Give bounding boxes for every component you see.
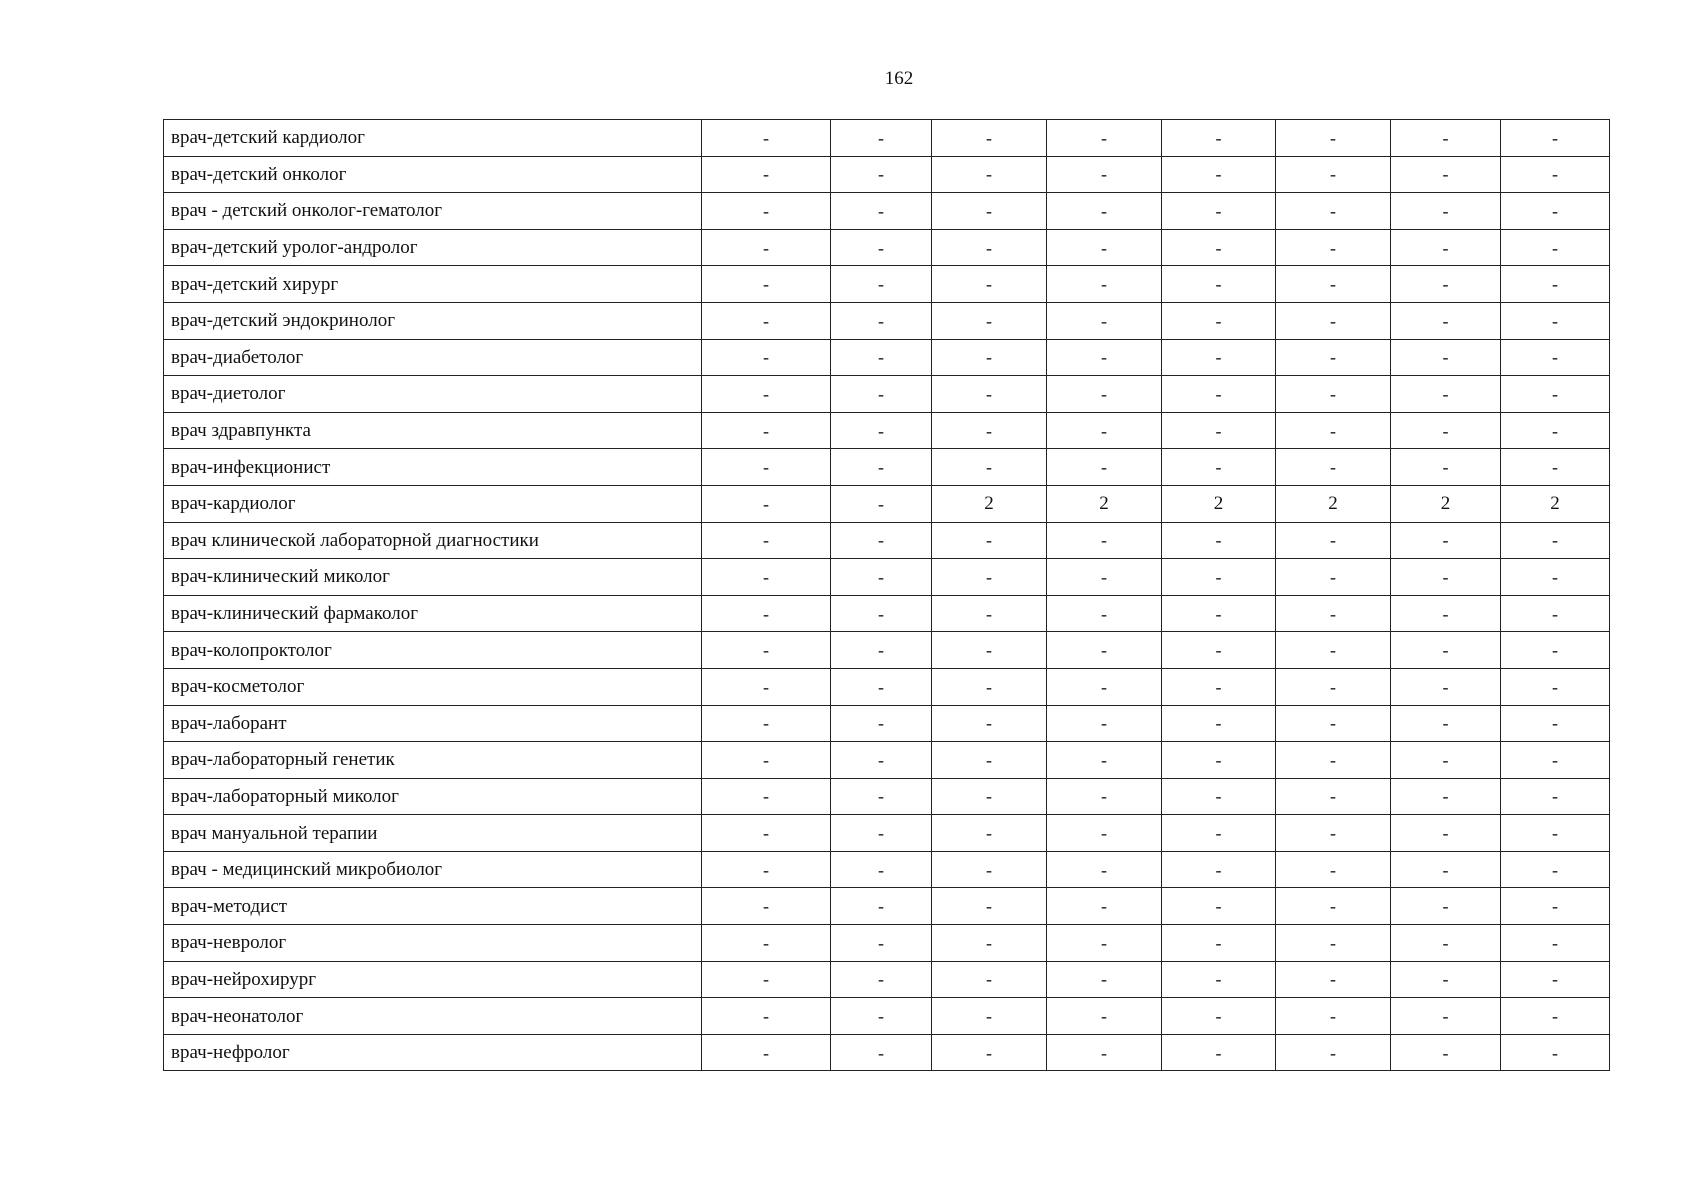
value-cell: - bbox=[932, 229, 1047, 266]
value-cell: 2 bbox=[932, 485, 1047, 522]
value-cell: - bbox=[1391, 595, 1501, 632]
value-cell: - bbox=[932, 925, 1047, 962]
value-cell: - bbox=[1501, 705, 1610, 742]
value-cell: - bbox=[831, 376, 932, 413]
value-cell: - bbox=[1276, 229, 1391, 266]
value-cell: - bbox=[1276, 961, 1391, 998]
value-cell: - bbox=[932, 449, 1047, 486]
value-cell: - bbox=[932, 998, 1047, 1035]
value-cell: - bbox=[1047, 668, 1162, 705]
value-cell: - bbox=[702, 888, 831, 925]
value-cell: - bbox=[1162, 851, 1276, 888]
value-cell: - bbox=[831, 961, 932, 998]
value-cell: - bbox=[1162, 888, 1276, 925]
value-cell: - bbox=[1276, 851, 1391, 888]
value-cell: - bbox=[1501, 449, 1610, 486]
table-row bbox=[164, 742, 1610, 779]
value-cell: - bbox=[1276, 925, 1391, 962]
value-cell: - bbox=[702, 156, 831, 193]
value-cell: - bbox=[1391, 815, 1501, 852]
specialty-name-cell: врач - медицинский микробиолог bbox=[164, 851, 702, 888]
value-cell: - bbox=[1501, 120, 1610, 157]
value-cell: - bbox=[932, 339, 1047, 376]
specialty-name-cell: врач-лабораторный миколог bbox=[164, 778, 702, 815]
value-cell: - bbox=[1391, 266, 1501, 303]
value-cell: - bbox=[1047, 851, 1162, 888]
value-cell: - bbox=[1501, 266, 1610, 303]
value-cell: - bbox=[702, 705, 831, 742]
specialty-name-cell: врач - детский онколог-гематолог bbox=[164, 193, 702, 230]
specialty-name-cell: врач-лабораторный генетик bbox=[164, 742, 702, 779]
value-cell: - bbox=[1162, 522, 1276, 559]
value-cell: - bbox=[932, 668, 1047, 705]
value-cell: - bbox=[1501, 961, 1610, 998]
value-cell: - bbox=[1047, 156, 1162, 193]
table-body bbox=[164, 120, 1610, 1071]
value-cell: - bbox=[932, 156, 1047, 193]
value-cell: - bbox=[1047, 595, 1162, 632]
specialty-name-cell: врач-детский онколог bbox=[164, 156, 702, 193]
value-cell: - bbox=[932, 778, 1047, 815]
value-cell: - bbox=[1501, 229, 1610, 266]
value-cell: - bbox=[831, 266, 932, 303]
value-cell: - bbox=[831, 851, 932, 888]
value-cell: - bbox=[702, 998, 831, 1035]
value-cell: - bbox=[1391, 522, 1501, 559]
value-cell: - bbox=[1391, 339, 1501, 376]
value-cell: - bbox=[932, 961, 1047, 998]
table-row bbox=[164, 156, 1610, 193]
value-cell: - bbox=[831, 339, 932, 376]
specialty-name-cell: врач мануальной терапии bbox=[164, 815, 702, 852]
value-cell: 2 bbox=[1276, 485, 1391, 522]
value-cell: - bbox=[1276, 156, 1391, 193]
table-row bbox=[164, 339, 1610, 376]
value-cell: - bbox=[1047, 120, 1162, 157]
value-cell: - bbox=[1501, 1034, 1610, 1071]
value-cell: - bbox=[1276, 559, 1391, 596]
value-cell: - bbox=[932, 376, 1047, 413]
value-cell: - bbox=[702, 339, 831, 376]
value-cell: - bbox=[932, 815, 1047, 852]
value-cell: - bbox=[1391, 705, 1501, 742]
specialty-name-cell: врач-неонатолог bbox=[164, 998, 702, 1035]
value-cell: - bbox=[1501, 559, 1610, 596]
table-row bbox=[164, 998, 1610, 1035]
value-cell: - bbox=[702, 449, 831, 486]
value-cell: - bbox=[1501, 156, 1610, 193]
value-cell: - bbox=[702, 559, 831, 596]
specialty-name-cell: врач-невролог bbox=[164, 925, 702, 962]
value-cell: - bbox=[1047, 1034, 1162, 1071]
value-cell: - bbox=[932, 266, 1047, 303]
value-cell: - bbox=[831, 156, 932, 193]
table-row bbox=[164, 302, 1610, 339]
value-cell: - bbox=[1276, 266, 1391, 303]
value-cell: - bbox=[1047, 449, 1162, 486]
value-cell: 2 bbox=[1501, 485, 1610, 522]
value-cell: - bbox=[1391, 1034, 1501, 1071]
value-cell: - bbox=[831, 522, 932, 559]
value-cell: - bbox=[1162, 449, 1276, 486]
value-cell: - bbox=[1391, 449, 1501, 486]
value-cell: - bbox=[1276, 522, 1391, 559]
value-cell: - bbox=[932, 559, 1047, 596]
value-cell: - bbox=[1391, 851, 1501, 888]
value-cell: - bbox=[1391, 559, 1501, 596]
value-cell: - bbox=[831, 229, 932, 266]
table-row bbox=[164, 595, 1610, 632]
value-cell: - bbox=[831, 412, 932, 449]
value-cell: - bbox=[1162, 632, 1276, 669]
value-cell: - bbox=[1047, 815, 1162, 852]
value-cell: - bbox=[1162, 339, 1276, 376]
value-cell: - bbox=[1276, 339, 1391, 376]
value-cell: - bbox=[831, 302, 932, 339]
value-cell: - bbox=[1162, 302, 1276, 339]
value-cell: - bbox=[831, 559, 932, 596]
value-cell: - bbox=[1501, 632, 1610, 669]
value-cell: - bbox=[1501, 778, 1610, 815]
value-cell: - bbox=[831, 193, 932, 230]
table-row bbox=[164, 485, 1610, 522]
value-cell: - bbox=[1162, 925, 1276, 962]
value-cell: - bbox=[932, 705, 1047, 742]
value-cell: - bbox=[1276, 888, 1391, 925]
value-cell: - bbox=[1162, 705, 1276, 742]
table-row bbox=[164, 376, 1610, 413]
value-cell: - bbox=[1047, 632, 1162, 669]
value-cell: - bbox=[1047, 412, 1162, 449]
specialty-name-cell: врач-нейрохирург bbox=[164, 961, 702, 998]
value-cell: - bbox=[1391, 668, 1501, 705]
value-cell: - bbox=[831, 632, 932, 669]
table-row bbox=[164, 632, 1610, 669]
specialty-name-cell: врач-колопроктолог bbox=[164, 632, 702, 669]
value-cell: - bbox=[702, 632, 831, 669]
value-cell: - bbox=[702, 193, 831, 230]
value-cell: - bbox=[831, 925, 932, 962]
value-cell: - bbox=[932, 193, 1047, 230]
value-cell: - bbox=[1391, 888, 1501, 925]
value-cell: - bbox=[1276, 376, 1391, 413]
value-cell: - bbox=[1276, 815, 1391, 852]
table-row bbox=[164, 925, 1610, 962]
table-row bbox=[164, 522, 1610, 559]
value-cell: - bbox=[831, 705, 932, 742]
page-number: 162 bbox=[884, 68, 914, 89]
value-cell: - bbox=[1047, 193, 1162, 230]
value-cell: - bbox=[1391, 632, 1501, 669]
value-cell: - bbox=[1047, 559, 1162, 596]
value-cell: - bbox=[932, 742, 1047, 779]
value-cell: - bbox=[831, 1034, 932, 1071]
value-cell: - bbox=[1276, 705, 1391, 742]
value-cell: - bbox=[1276, 595, 1391, 632]
value-cell: - bbox=[1276, 120, 1391, 157]
value-cell: - bbox=[1391, 412, 1501, 449]
table-row bbox=[164, 888, 1610, 925]
value-cell: - bbox=[932, 120, 1047, 157]
value-cell: - bbox=[1047, 705, 1162, 742]
value-cell: - bbox=[932, 412, 1047, 449]
value-cell: - bbox=[702, 778, 831, 815]
value-cell: - bbox=[932, 595, 1047, 632]
value-cell: - bbox=[932, 851, 1047, 888]
specialty-name-cell: врач-нефролог bbox=[164, 1034, 702, 1071]
value-cell: - bbox=[1276, 742, 1391, 779]
value-cell: - bbox=[1047, 302, 1162, 339]
value-cell: - bbox=[932, 632, 1047, 669]
value-cell: - bbox=[702, 668, 831, 705]
specialty-name-cell: врач-диетолог bbox=[164, 376, 702, 413]
table-row bbox=[164, 1034, 1610, 1071]
value-cell: - bbox=[831, 595, 932, 632]
value-cell: 2 bbox=[1391, 485, 1501, 522]
value-cell: - bbox=[1501, 998, 1610, 1035]
value-cell: - bbox=[1501, 595, 1610, 632]
value-cell: - bbox=[1501, 815, 1610, 852]
value-cell: - bbox=[1162, 156, 1276, 193]
value-cell: - bbox=[831, 449, 932, 486]
value-cell: - bbox=[1391, 961, 1501, 998]
specialty-name-cell: врач-детский хирург bbox=[164, 266, 702, 303]
specialty-name-cell: врач-детский кардиолог bbox=[164, 120, 702, 157]
value-cell: - bbox=[1162, 778, 1276, 815]
value-cell: - bbox=[1162, 376, 1276, 413]
value-cell: - bbox=[932, 888, 1047, 925]
value-cell: - bbox=[1276, 1034, 1391, 1071]
value-cell: - bbox=[1391, 156, 1501, 193]
value-cell: - bbox=[1162, 961, 1276, 998]
value-cell: - bbox=[1276, 998, 1391, 1035]
value-cell: - bbox=[831, 742, 932, 779]
value-cell: - bbox=[1391, 193, 1501, 230]
value-cell: - bbox=[932, 302, 1047, 339]
value-cell: - bbox=[1276, 778, 1391, 815]
value-cell: - bbox=[1501, 193, 1610, 230]
value-cell: - bbox=[1391, 229, 1501, 266]
value-cell: - bbox=[702, 925, 831, 962]
value-cell: - bbox=[1162, 668, 1276, 705]
value-cell: - bbox=[702, 266, 831, 303]
value-cell: - bbox=[1047, 961, 1162, 998]
value-cell: - bbox=[1162, 998, 1276, 1035]
table-row bbox=[164, 851, 1610, 888]
value-cell: - bbox=[1276, 632, 1391, 669]
value-cell: - bbox=[1047, 266, 1162, 303]
value-cell: - bbox=[1162, 742, 1276, 779]
value-cell: - bbox=[932, 522, 1047, 559]
value-cell: - bbox=[1276, 302, 1391, 339]
specialty-name-cell: врач-лаборант bbox=[164, 705, 702, 742]
specialty-name-cell: врач-детский эндокринолог bbox=[164, 302, 702, 339]
value-cell: - bbox=[702, 412, 831, 449]
value-cell: - bbox=[1162, 815, 1276, 852]
specialty-name-cell: врач-диабетолог bbox=[164, 339, 702, 376]
table-row bbox=[164, 815, 1610, 852]
value-cell: - bbox=[831, 815, 932, 852]
value-cell: - bbox=[1276, 668, 1391, 705]
value-cell: - bbox=[831, 888, 932, 925]
value-cell: - bbox=[1162, 1034, 1276, 1071]
value-cell: - bbox=[702, 522, 831, 559]
table-row bbox=[164, 229, 1610, 266]
specialty-name-cell: врач клинической лабораторной диагностики bbox=[164, 522, 702, 559]
specialty-name-cell: врач-детский уролог-андролог bbox=[164, 229, 702, 266]
value-cell: - bbox=[1501, 376, 1610, 413]
value-cell: - bbox=[1391, 998, 1501, 1035]
value-cell: - bbox=[1047, 229, 1162, 266]
value-cell: - bbox=[1047, 522, 1162, 559]
value-cell: - bbox=[1501, 522, 1610, 559]
value-cell: 2 bbox=[1162, 485, 1276, 522]
value-cell: - bbox=[1276, 193, 1391, 230]
value-cell: - bbox=[932, 1034, 1047, 1071]
value-cell: - bbox=[702, 851, 831, 888]
value-cell: - bbox=[831, 778, 932, 815]
value-cell: - bbox=[1162, 559, 1276, 596]
value-cell: - bbox=[1162, 193, 1276, 230]
table-row bbox=[164, 449, 1610, 486]
value-cell: - bbox=[1047, 778, 1162, 815]
value-cell: - bbox=[1501, 925, 1610, 962]
value-cell: - bbox=[702, 376, 831, 413]
value-cell: - bbox=[831, 668, 932, 705]
value-cell: - bbox=[1501, 851, 1610, 888]
value-cell: - bbox=[1501, 412, 1610, 449]
value-cell: - bbox=[1047, 888, 1162, 925]
value-cell: - bbox=[1391, 742, 1501, 779]
value-cell: - bbox=[1162, 266, 1276, 303]
value-cell: - bbox=[1501, 742, 1610, 779]
value-cell: - bbox=[702, 229, 831, 266]
value-cell: - bbox=[1276, 412, 1391, 449]
value-cell: - bbox=[831, 485, 932, 522]
value-cell: - bbox=[831, 120, 932, 157]
value-cell: - bbox=[702, 742, 831, 779]
value-cell: - bbox=[1391, 120, 1501, 157]
table-row bbox=[164, 668, 1610, 705]
value-cell: - bbox=[702, 120, 831, 157]
value-cell: - bbox=[702, 302, 831, 339]
table-row bbox=[164, 778, 1610, 815]
table-row bbox=[164, 559, 1610, 596]
value-cell: - bbox=[1276, 449, 1391, 486]
value-cell: - bbox=[1391, 778, 1501, 815]
specialty-name-cell: врач-кардиолог bbox=[164, 485, 702, 522]
value-cell: - bbox=[1047, 339, 1162, 376]
specialty-name-cell: врач-инфекционист bbox=[164, 449, 702, 486]
value-cell: - bbox=[702, 1034, 831, 1071]
value-cell: - bbox=[1162, 120, 1276, 157]
value-cell: - bbox=[702, 485, 831, 522]
specialty-name-cell: врач-косметолог bbox=[164, 668, 702, 705]
value-cell: - bbox=[1391, 925, 1501, 962]
value-cell: - bbox=[1391, 302, 1501, 339]
value-cell: - bbox=[1047, 998, 1162, 1035]
value-cell: - bbox=[1501, 302, 1610, 339]
value-cell: 2 bbox=[1047, 485, 1162, 522]
value-cell: - bbox=[1162, 595, 1276, 632]
value-cell: - bbox=[1047, 376, 1162, 413]
value-cell: - bbox=[1501, 888, 1610, 925]
value-cell: - bbox=[1391, 376, 1501, 413]
value-cell: - bbox=[831, 998, 932, 1035]
value-cell: - bbox=[1162, 412, 1276, 449]
value-cell: - bbox=[1162, 229, 1276, 266]
staffing-table bbox=[163, 119, 1610, 1071]
table-row bbox=[164, 266, 1610, 303]
table-row bbox=[164, 705, 1610, 742]
specialty-name-cell: врач-методист bbox=[164, 888, 702, 925]
value-cell: - bbox=[1047, 925, 1162, 962]
specialty-name-cell: врач здравпункта bbox=[164, 412, 702, 449]
value-cell: - bbox=[1047, 742, 1162, 779]
value-cell: - bbox=[1501, 339, 1610, 376]
table-row bbox=[164, 412, 1610, 449]
value-cell: - bbox=[1501, 668, 1610, 705]
specialty-name-cell: врач-клинический миколог bbox=[164, 559, 702, 596]
table-row bbox=[164, 193, 1610, 230]
value-cell: - bbox=[702, 595, 831, 632]
table-row bbox=[164, 961, 1610, 998]
table-row bbox=[164, 120, 1610, 157]
specialty-name-cell: врач-клинический фармаколог bbox=[164, 595, 702, 632]
value-cell: - bbox=[702, 961, 831, 998]
value-cell: - bbox=[702, 815, 831, 852]
